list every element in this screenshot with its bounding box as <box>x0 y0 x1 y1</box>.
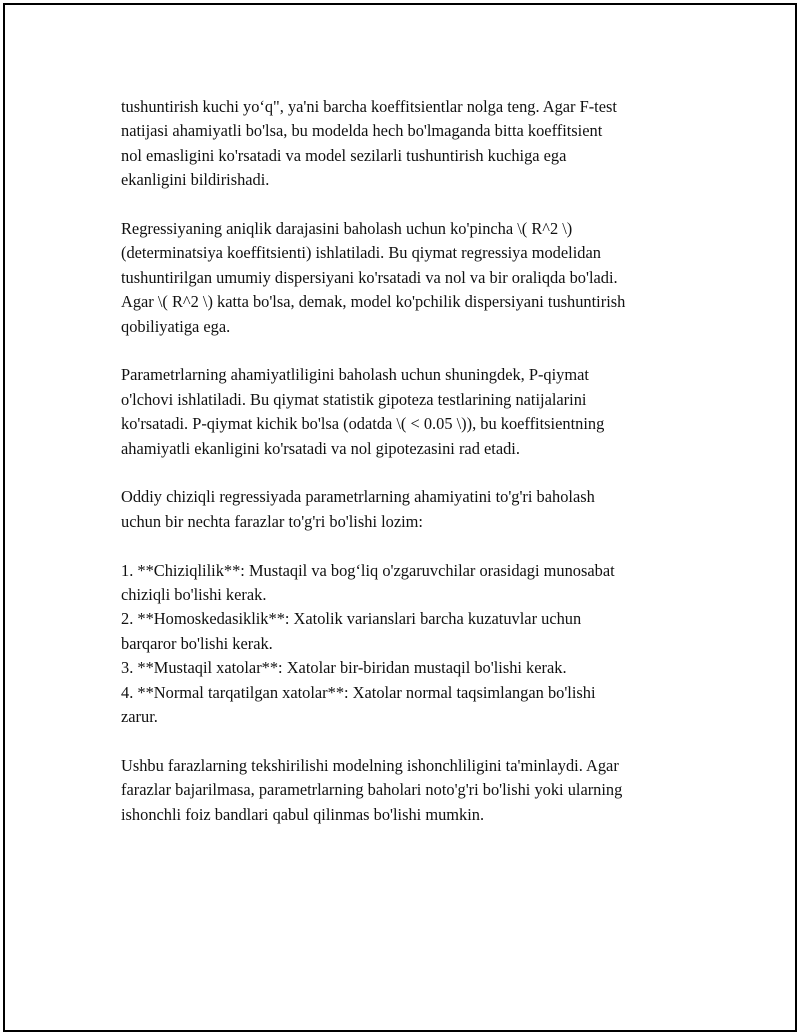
paragraph-assumptions-intro: Oddiy chiziqli regressiyada parametrlarning ahamiyatini to'g'ri baholash uchun bir nechta farazlar to'g'ri bo'lishi lozim: <box>121 487 595 531</box>
paragraph-p-value: Parametrlarning ahamiyatliligini baholash uchun shuningdek, P-qiymat o'lchovi ishlatiladi. Bu qiymat statistik gipoteza testlarining natijalarini ko'rsatadi. P-qiymat kichik bo'lsa (odatda \( < 0.05 \)), bu koeffitsientning ahamiyatli ekanligini ko'rsatadi va nol gipotezasini rad etadi. <box>121 365 605 458</box>
page-frame <box>3 3 797 1032</box>
list-item-independent-errors: 3. **Mustaqil xatolar**: Xatolar bir-biridan mustaqil bo'lishi kerak. <box>121 658 567 678</box>
paragraph-conclusion: Ushbu farazlarning tekshirilishi modelning ishonchliligini ta'minlaydi. Agar farazlar bajarilmasa, parametrlarning baholari noto'g'ri bo'lishi yoki ularning ishonchli foiz bandlari qabul qilinmas bo'lishi mumkin. <box>121 755 623 824</box>
list-item-linearity: 1. **Chiziqlilik**: Mustaqil va bog‘liq o'zgaruvchilar orasidagi munosabat chiziqli bo'lishi kerak. <box>121 560 615 605</box>
list-item-homoskedasticity: 2. **Homoskedasiklik**: Xatolik varianslari barcha kuzatuvlar uchun barqaror bo'lishi kerak. <box>121 609 582 653</box>
document-body <box>121 95 701 852</box>
paragraph-r-squared: Regressiyaning aniqlik darajasini baholash uchun ko'pincha \( R^2 \) (determinatsiya koeffitsienti) ishlatiladi. Bu qiymat regressiya modelidan tushuntirilgan umumiy dispersiyani ko'rsatadi va nol va bir oraliqda bo'ladi. Agar \( R^2 \) katta bo'lsa, demak, model ko'pchilik dispersiyani tushuntirish qobiliyatiga ega. <box>121 219 626 336</box>
list-item-normal-errors: 4. **Normal tarqatilgan xatolar**: Xatolar normal taqsimlangan bo'lishi zarur. <box>121 682 596 727</box>
assumptions-list <box>121 559 701 730</box>
paragraph-f-test: tushuntirish kuchi yo‘q", ya'ni barcha koeffitsientlar nolga teng. Agar F-test natijasi ahamiyatli bo'lsa, bu modelda hech bo'lmaganda bitta koeffitsient nol emasligini ko'rsatadi va model sezilarli tushuntirish kuchiga ega ekanligini bildirishadi. <box>121 97 617 190</box>
